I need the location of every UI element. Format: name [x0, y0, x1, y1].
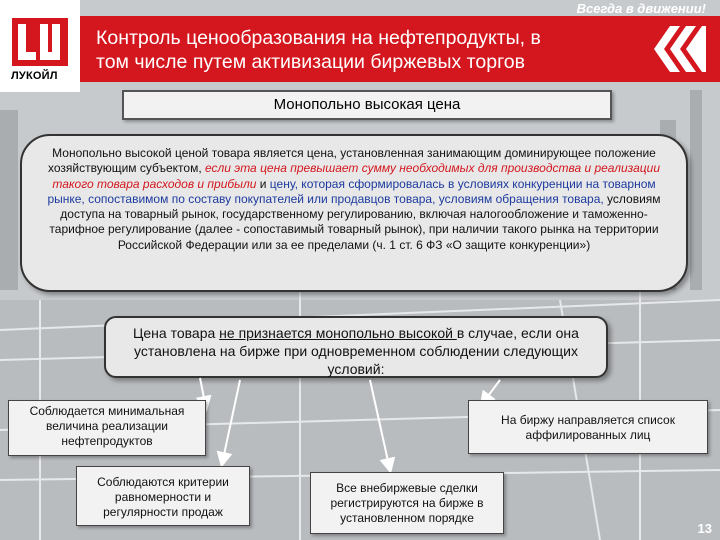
definition-text-rest: условиям доступа на товарный рынок, государственному регулированию, включая налогообложение и таможенно-тарифное регулирование (далее - сопоставимый товарный рынок), при наличии такого рынка на территории Российской Федерации или за ее пределами (ч. 1 ст. 6 ФЗ «О защите конкуренции») — [49, 191, 661, 252]
definition-text-red: если эта цена превышает сумму необходимых для производства и реализации такого товара расходов и прибыли — [52, 161, 661, 191]
page-title-line-1: Контроль ценообразования на нефтепродукты, в — [96, 27, 541, 49]
logo-text: ЛУКОЙЛ — [11, 70, 58, 82]
chevrons-emblem-icon — [650, 26, 706, 72]
section-title-box: Монопольно высокая цена — [122, 90, 612, 120]
page-title-line-2: том числе путем активизации биржевых торгов — [96, 51, 525, 73]
exemption-text-1: Цена товара — [133, 325, 220, 341]
condition-regularity: Соблюдаются критерии равномерности и регулярности продаж — [76, 466, 250, 526]
exemption-text-underlined: не признается монопольно высокой — [219, 325, 457, 341]
definition-box — [20, 134, 688, 292]
definition-text-1: Монопольно высокой ценой товара является цена, установленная занимающим доминирующее положение хозяйствующим субъектом, — [47, 146, 656, 176]
condition-otc-registration: Все внебиржевые сделки регистрируются на бирже в установленном порядке — [310, 472, 504, 534]
condition-min-volume: Соблюдается минимальная величина реализации нефтепродуктов — [8, 400, 206, 456]
tagline: Всегда в движении! — [576, 1, 706, 16]
page-number: 13 — [697, 521, 712, 536]
condition-affiliates-list: На биржу направляется список аффилированных лиц — [468, 400, 708, 454]
logo — [0, 0, 80, 92]
exemption-text-2: в случае, если она установлена на бирже при одновременном соблюдении следующих условий: — [134, 325, 579, 377]
lukoil-logo-icon — [12, 18, 68, 66]
definition-text-blue: цену, которая сформировалась в условиях конкуренции на товарном рынке, сопоставимом по составу покупателей или продавцов товара, условиям обращения товара, — [47, 176, 656, 206]
exemption-box — [104, 316, 608, 378]
definition-text-and: и — [256, 176, 270, 191]
page-title — [96, 26, 616, 74]
